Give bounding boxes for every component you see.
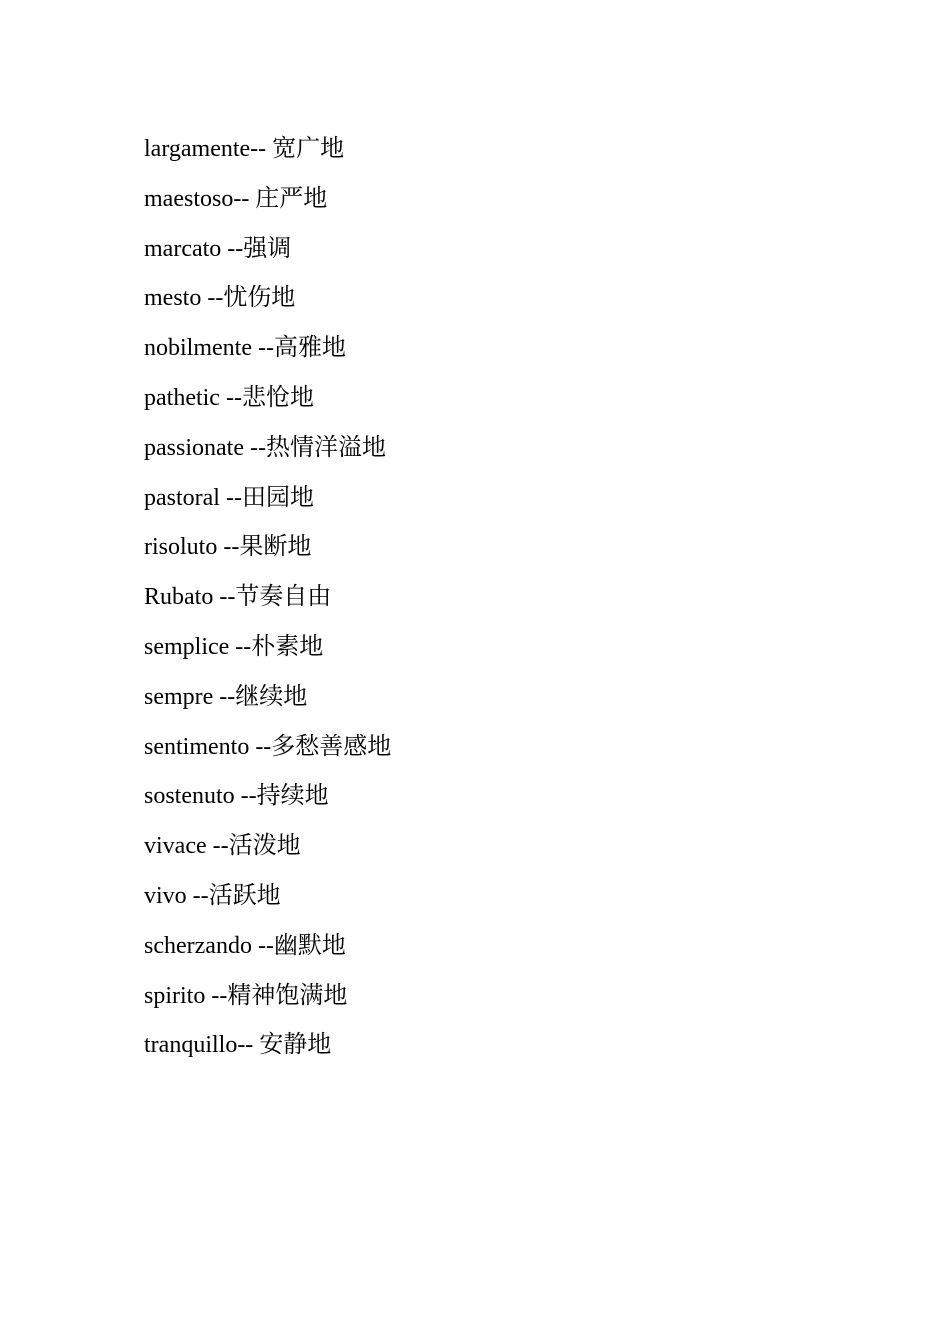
term-line: spirito --精神饱满地 <box>144 982 348 1009</box>
term-line: passionate --热情洋溢地 <box>144 434 386 461</box>
music-term-list <box>144 130 391 1076</box>
term-line: sempre --继续地 <box>144 683 308 710</box>
term-line: Rubato --节奏自由 <box>144 584 332 611</box>
term-line: vivace --活泼地 <box>144 833 301 860</box>
term-line: pathetic --悲怆地 <box>144 384 314 411</box>
term-line: vivo --活跃地 <box>144 882 281 909</box>
term-line: largamente-- 宽广地 <box>144 136 345 162</box>
term-line: tranquillo-- 安静地 <box>144 1032 332 1059</box>
term-line: mesto --忧伤地 <box>144 285 296 312</box>
term-line: sentimento --多愁善感地 <box>144 733 392 760</box>
term-line: semplice --朴素地 <box>144 633 324 660</box>
term-line: scherzando --幽默地 <box>144 932 346 959</box>
term-line: pastoral --田园地 <box>144 484 314 511</box>
term-line: marcato --强调 <box>144 235 292 262</box>
term-line: sostenuto --持续地 <box>144 783 329 810</box>
term-line: nobilmente --高雅地 <box>144 335 346 362</box>
term-line: risoluto --果断地 <box>144 534 312 561</box>
term-line: maestoso-- 庄严地 <box>144 185 328 212</box>
